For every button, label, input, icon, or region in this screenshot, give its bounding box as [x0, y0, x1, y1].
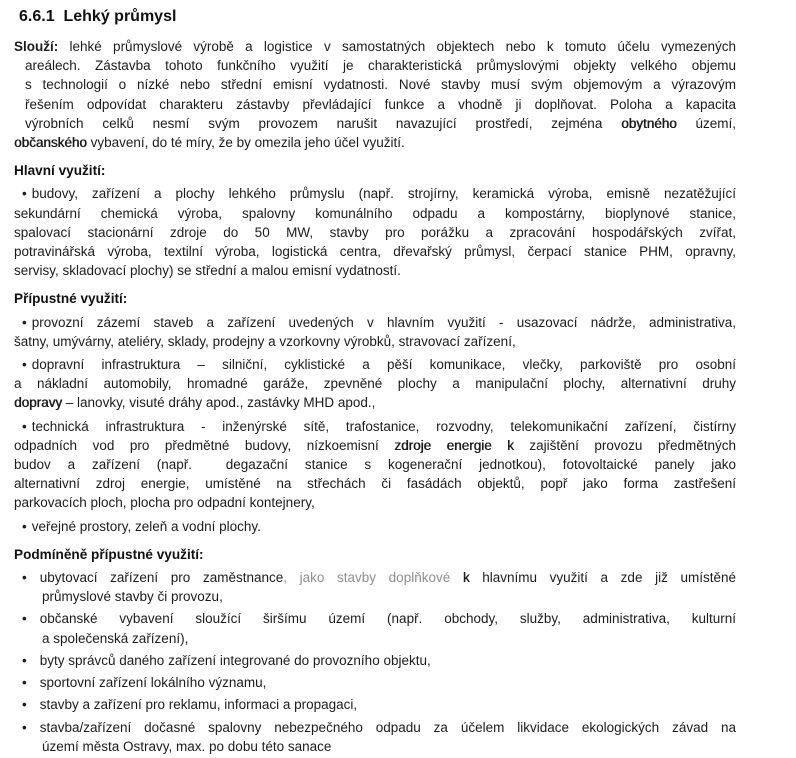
text-line: [14, 718, 736, 737]
text-line: [14, 242, 736, 261]
bullet-item: [14, 313, 736, 351]
bullet-item: [14, 568, 736, 606]
bullet-gap: [27, 622, 40, 623]
bullet-item: [14, 718, 736, 756]
text-line: [14, 355, 736, 374]
text-run: a nákladní automobily, hromadné garáže, zpevněné plochy a manipulační plochy, alternativní druhy: [14, 376, 736, 392]
text-run: parkovacích ploch, plocha pro odpadní kontejnery,: [14, 495, 315, 511]
text-line: [14, 332, 736, 351]
text-run: budovy, zařízení a plochy lehkého průmyslu (např. strojírny, keramická výroba, emisně nezatěžující: [31, 186, 736, 202]
text-line: [14, 455, 736, 474]
bullet-icon: •: [22, 611, 27, 627]
bullet-item: [14, 184, 736, 280]
text-line: [14, 417, 736, 436]
text-run: a společenská zařízení),: [42, 630, 189, 646]
text-run: sekundární chemická výroba, spalovny komunálního odpadu a kompostárny, bioplynové stanice,: [14, 205, 736, 221]
text-run: dopravy: [14, 395, 63, 411]
text-run: – lanovky, visuté dráhy apod., zastávky MHD apod.,: [62, 395, 376, 411]
bullet-icon: •: [22, 518, 27, 534]
text-line: [14, 261, 736, 280]
bullet-icon: •: [22, 314, 27, 330]
intro-paragraph: [14, 37, 736, 152]
text-run: areálech. Zástavba tohoto funkčního využití je charakteristická průmyslovými objekty velkého objemu: [25, 58, 736, 74]
text-run: k: [462, 570, 470, 586]
text-run: hlavnímu využití a zde již umístěné: [469, 570, 736, 586]
text-line: [14, 629, 736, 648]
bullet-item: [14, 651, 736, 670]
text-run: provozní zázemí staveb a zařízení uvedených v hlavním využití - usazovací nádrže, administrativa,: [31, 314, 736, 330]
bullet-gap: [27, 731, 40, 732]
text-run: průmyslové stavby či provozu,: [42, 589, 223, 605]
text-line: [14, 393, 736, 412]
bullet-icon: •: [22, 719, 27, 735]
bullet-icon: •: [22, 418, 27, 434]
text-run: území,: [676, 115, 736, 131]
text-run: občanského: [14, 135, 87, 151]
text-line: [14, 493, 736, 512]
text-run: byty správců daného zařízení integrované do provozního objektu,: [39, 652, 431, 668]
text-line: [14, 133, 736, 152]
text-run: alternativní zdroj energie, umístěné na střechách či fasádách objektů, popř jako forma zastřešení: [14, 476, 736, 492]
text-line: [14, 184, 736, 203]
section-title: Podmíněně přípustné využití:: [14, 546, 204, 562]
text-line: [14, 223, 736, 242]
text-run: výrobních celků nesmí svým provozem narušit navazující prostředí, zejména: [25, 115, 622, 131]
section: [14, 545, 736, 756]
text-run: území města Ostravy, max. po dobu této sanace: [42, 738, 332, 754]
bullet-item: [14, 355, 736, 413]
text-run: dopravní infrastruktura – silniční, cyklistické a pěší komunikace, vlečky, parkoviště pro osobní: [31, 357, 736, 373]
bullet-icon: •: [22, 186, 27, 202]
text-line: [14, 95, 736, 114]
text-run: ubytovací zařízení pro zaměstnance: [39, 570, 284, 586]
text-line: [14, 114, 736, 133]
bullet-icon: •: [22, 675, 27, 691]
text-line: [14, 37, 736, 56]
text-run: stavba/zařízení dočasné spalovny nebezpečného odpadu za účelem likvidace ekologických závad na: [39, 719, 736, 735]
text-line: [14, 609, 736, 628]
text-run: občanské vybavení sloužící širšímu území (např. obchody, služby, administrativa, kulturní: [39, 611, 736, 627]
text-line: [14, 56, 736, 75]
section: [14, 289, 736, 535]
text-run: vybavení, do té míry, že by omezila jeho účel využití.: [86, 135, 405, 151]
text-run: sportovní zařízení lokálního významu,: [39, 675, 267, 691]
text-line: [14, 587, 736, 606]
text-run: zajištění provozu předmětných: [513, 437, 736, 453]
text-run: spalovací stacionární zdroje do 50 MW, stavby pro porážku a zpracování hospodářských zvířat,: [14, 224, 736, 240]
text-run: s technologií o nízké nebo střední emisní vydatnosti. Nové stavby musí svým objemovým a výrazovým: [25, 77, 736, 93]
bullet-gap: [27, 708, 40, 709]
text-line: [14, 517, 736, 536]
text-run: budov a zařízení (např. degazační stanice s kogenerační jednotkou), fotovoltaické panely jako: [14, 457, 736, 473]
text-run: stavby a zařízení pro reklamu, informaci a propagaci,: [39, 697, 358, 713]
bullet-item: [14, 417, 736, 513]
text-run: šatny, umývárny, ateliéry, sklady, prodejny a vzorkovny výrobků, stravovací zařízení,: [14, 333, 516, 349]
bullet-gap: [27, 664, 40, 665]
bullet-icon: •: [22, 357, 27, 373]
bullet-item: [14, 609, 736, 647]
bullet-icon: •: [22, 570, 27, 586]
text-line: [14, 374, 736, 393]
text-run: potravinářská výroba, textilní výroba, logistická centra, dřevařský průmysl, čerpací stanice PHM, opravny,: [14, 244, 736, 260]
text-run: technická infrastruktura - inženýrské sítě, trafostanice, rozvodny, telekomunikační zařízení, čistírny: [31, 418, 736, 434]
text-line: [14, 695, 736, 714]
text-line: [14, 651, 736, 670]
section-title: Přípustné využití:: [14, 291, 128, 307]
document-title: 6.6.1 Lehký průmysl: [19, 8, 177, 25]
text-run: Slouží:: [14, 39, 59, 54]
text-line: [14, 474, 736, 493]
bullet-item: [14, 695, 736, 714]
text-line: [14, 673, 736, 692]
bullet-item: [14, 517, 736, 536]
bullet-item: [14, 673, 736, 692]
document-body: [14, 37, 736, 756]
text-run: řešením odpovídat charakteru zástavby převládající funkce a vhodně ji doplňovat. Poloha a kapacita: [25, 96, 736, 112]
text-run: veřejné prostory, zeleň a vodní plochy.: [31, 518, 261, 534]
text-run: zdroje energie k: [394, 437, 514, 453]
text-line: [14, 568, 736, 587]
section-title: Hlavní využití:: [14, 163, 106, 179]
text-run: odpadních vod pro předmětné budovy, nízkoemisní: [14, 437, 395, 453]
text-line: [14, 204, 736, 223]
bullet-gap: [27, 686, 40, 687]
text-line: [14, 75, 736, 94]
text-run: servisy, skladovací plochy) se střední a malou emisní vydatností.: [14, 263, 401, 279]
text-line: [14, 313, 736, 332]
text-line: [14, 737, 736, 756]
text-run: , jako stavby doplňkové: [283, 570, 463, 586]
text-line: [14, 436, 736, 455]
section: [14, 161, 736, 280]
bullet-icon: •: [22, 697, 27, 713]
text-run: obytného: [621, 115, 677, 131]
text-run: lehké průmyslové výrobě a logistice v samostatných objektech nebo k tomuto účelu vymezených: [58, 39, 736, 54]
bullet-gap: [27, 581, 40, 582]
bullet-icon: •: [22, 652, 27, 668]
